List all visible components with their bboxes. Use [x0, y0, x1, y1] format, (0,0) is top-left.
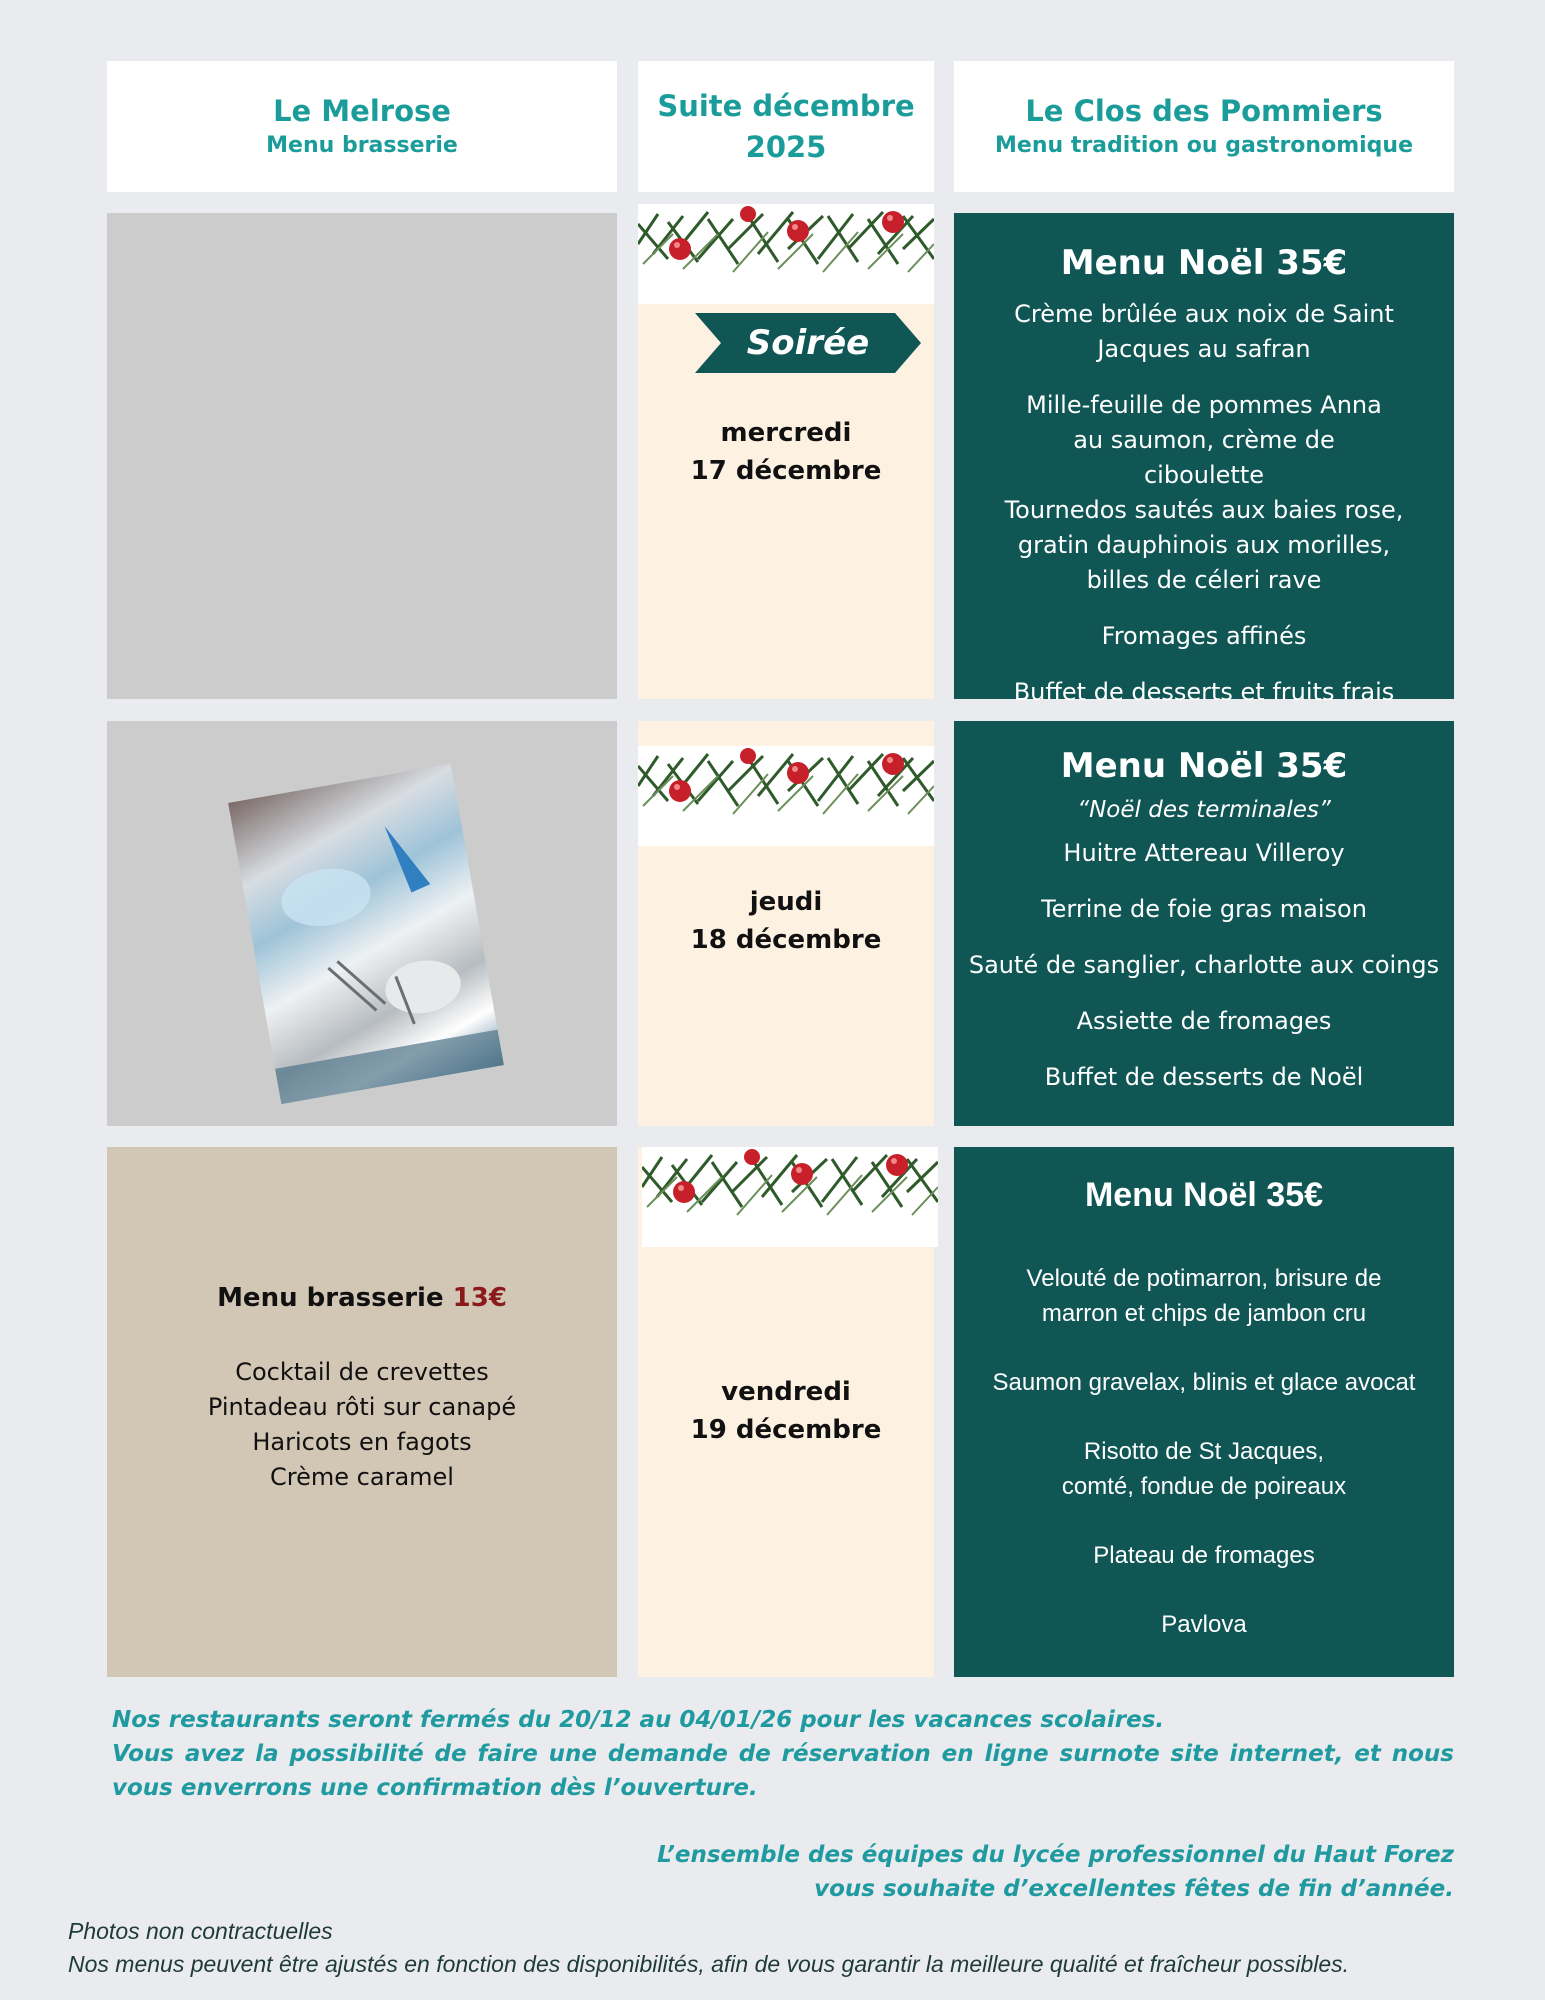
menu-item: Tournedos sautés aux baies rose, gratin dauphinois aux morilles, billes de céleri rave: [1004, 496, 1404, 594]
table-setting-photo: [228, 764, 504, 1105]
reservation-line: Vous avez la possibilité de faire une demande de réservation en ligne surnote site internet, et nous vous enverrons une confirmation dès l’ouverture.: [112, 1741, 1454, 1801]
menu-title-2: Menu Noël 35€: [1060, 746, 1348, 786]
brasserie-price: 13€: [452, 1283, 507, 1313]
closure-line: Nos restaurants seront fermés du 20/12 au 04/01/26 pour les vacances scolaires.: [112, 1707, 1165, 1733]
christmas-garland-image: [638, 746, 934, 846]
period-line1: Suite décembre: [657, 88, 915, 123]
menu-card-3: [954, 1147, 1454, 1677]
footer-line2: Nos menus peuvent être ajustés en fonction des disponibilités, afin de vous garantir la meilleure qualité et fraîcheur possibles.: [68, 1951, 1350, 1977]
footer-line1: Photos non contractuelles: [68, 1918, 333, 1944]
menu-item: Buffet de desserts de Noël: [1044, 1063, 1364, 1091]
menu-item: Crème brûlée aux noix de Saint Jacques au safran: [1014, 300, 1394, 363]
menu-item: Mille-feuille de pommes Anna au saumon, crème de ciboulette: [1026, 391, 1382, 489]
wishes-line1: L’ensemble des équipes du lycée professionnel du Haut Forez: [657, 1842, 1454, 1868]
menu-item: Terrine de foie gras maison: [1041, 895, 1367, 923]
closure-notice: [112, 1703, 1454, 1805]
footer-disclaimer: [68, 1915, 1349, 1981]
menu-item: Saumon gravelax, blinis et glace avocat: [992, 1369, 1416, 1396]
date-label-2: [638, 883, 934, 959]
menu-subtitle-2: “Noël des terminales”: [1077, 797, 1331, 823]
menu-title-3: Menu Noël 35€: [1084, 1176, 1324, 1214]
menu-item: Huitre Attereau Villeroy: [1063, 839, 1345, 867]
menu-item: Fromages affinés: [1101, 622, 1307, 650]
photo-placeholder-1: [107, 213, 617, 699]
christmas-garland-image: [638, 204, 934, 304]
brasserie-title: [107, 1283, 617, 1313]
soiree-label: Soirée: [746, 323, 870, 363]
menu-item: Velouté de potimarron, brisure de marron et chips de jambon cru: [1026, 1265, 1382, 1327]
header-clos-des-pommiers: [954, 61, 1454, 192]
brasserie-card: [107, 1147, 617, 1677]
soiree-badge: [695, 313, 921, 373]
day-2: jeudi: [749, 887, 823, 917]
date-cell-3: [638, 1147, 934, 1677]
christmas-garland-image: [642, 1147, 938, 1247]
clos-title: Le Clos des Pommiers: [1025, 93, 1383, 128]
brasserie-item: Haricots en fagots: [252, 1428, 472, 1456]
menu-item: Risotto de St Jacques, comté, fondue de poireaux: [1061, 1438, 1347, 1500]
date-label-1: [638, 414, 934, 490]
menu-title-1: Menu Noël 35€: [1060, 243, 1348, 283]
date-label-3: [638, 1373, 934, 1449]
date-cell-2: [638, 721, 934, 1126]
period-line2: 2025: [745, 129, 827, 164]
wishes-line2: vous souhaite d’excellentes fêtes de fin d’année.: [814, 1876, 1454, 1902]
menu-card-1: [954, 213, 1454, 706]
menu-card-2: [954, 721, 1454, 1126]
brasserie-item: Crème caramel: [270, 1463, 454, 1491]
melrose-subtitle: Menu brasserie: [266, 132, 458, 158]
menu-item: Assiette de fromages: [1076, 1007, 1332, 1035]
brasserie-item: Cocktail de crevettes: [235, 1358, 489, 1386]
date-2: 18 décembre: [690, 925, 882, 955]
menu-item: Plateau de fromages: [1093, 1542, 1315, 1569]
date-cell-1: [638, 204, 934, 699]
season-wishes: [657, 1838, 1454, 1906]
clos-subtitle: Menu tradition ou gastronomique: [995, 132, 1413, 158]
date-1: 17 décembre: [690, 456, 882, 486]
header-melrose: [107, 61, 617, 192]
menu-item: Pavlova: [1161, 1611, 1247, 1638]
date-3: 19 décembre: [690, 1415, 882, 1445]
day-3: vendredi: [721, 1377, 851, 1407]
day-1: mercredi: [720, 418, 852, 448]
header-period: [638, 61, 934, 192]
menu-item: Buffet de desserts et fruits frais: [1013, 678, 1395, 706]
melrose-title: Le Melrose: [273, 93, 451, 128]
brasserie-item: Pintadeau rôti sur canapé: [207, 1393, 517, 1421]
photo-cell-2: [107, 721, 617, 1126]
brasserie-title-text: Menu brasserie: [217, 1283, 444, 1313]
menu-item: Sauté de sanglier, charlotte aux coings: [968, 951, 1440, 979]
